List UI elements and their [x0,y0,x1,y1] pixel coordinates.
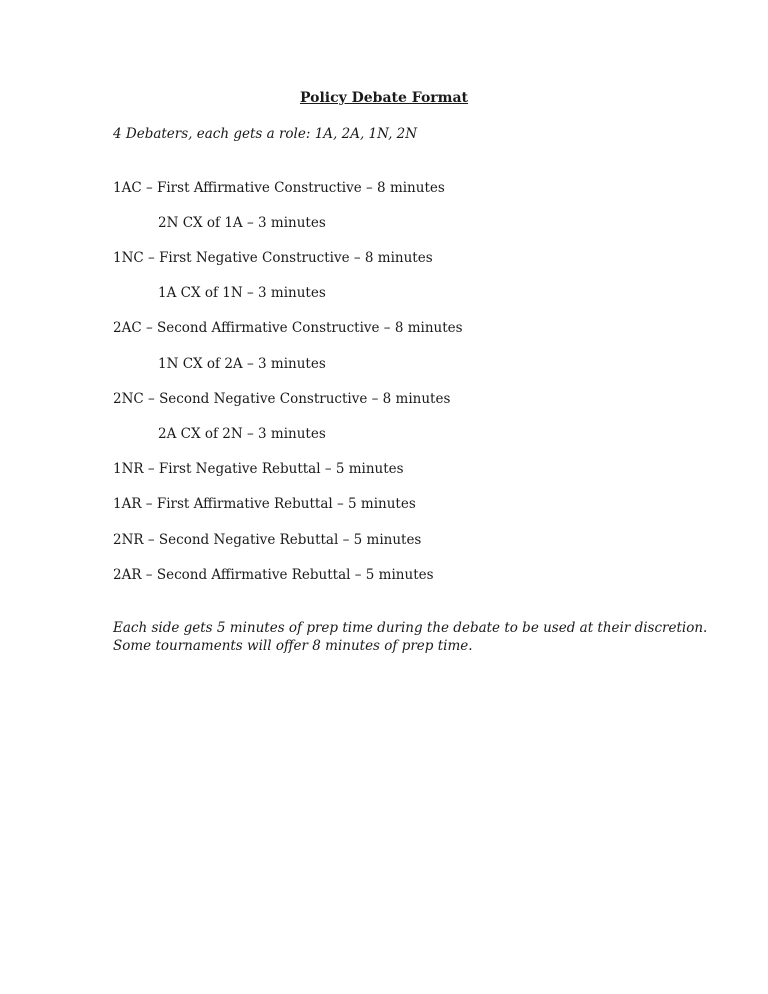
speech-1nc: 1NC – First Negative Constructive – 8 minutes [113,250,433,266]
speech-2ac: 2AC – Second Affirmative Constructive – 8 minutes [113,320,463,336]
prep-time-note-line1: Each side gets 5 minutes of prep time during the debate to be used at their discretion. [113,620,708,636]
cx-2a-of-2n: 2A CX of 2N – 3 minutes [158,426,326,442]
cx-1n-of-2a: 1N CX of 2A – 3 minutes [158,356,326,372]
prep-time-note-line2: Some tournaments will offer 8 minutes of prep time. [113,638,473,654]
cx-1a-of-1n: 1A CX of 1N – 3 minutes [158,285,326,301]
speech-1ar: 1AR – First Affirmative Rebuttal – 5 minutes [113,496,416,512]
intro-text: 4 Debaters, each gets a role: 1A, 2A, 1N, 2N [113,126,418,142]
speech-1ac: 1AC – First Affirmative Constructive – 8 minutes [113,180,445,196]
speech-2ar: 2AR – Second Affirmative Rebuttal – 5 minutes [113,567,434,583]
speech-1nr: 1NR – First Negative Rebuttal – 5 minutes [113,461,404,477]
page-title: Policy Debate Format [299,90,469,106]
speech-2nr: 2NR – Second Negative Rebuttal – 5 minutes [113,532,422,548]
speech-2nc: 2NC – Second Negative Constructive – 8 minutes [113,391,451,407]
cx-2n-of-1a: 2N CX of 1A – 3 minutes [158,215,326,231]
